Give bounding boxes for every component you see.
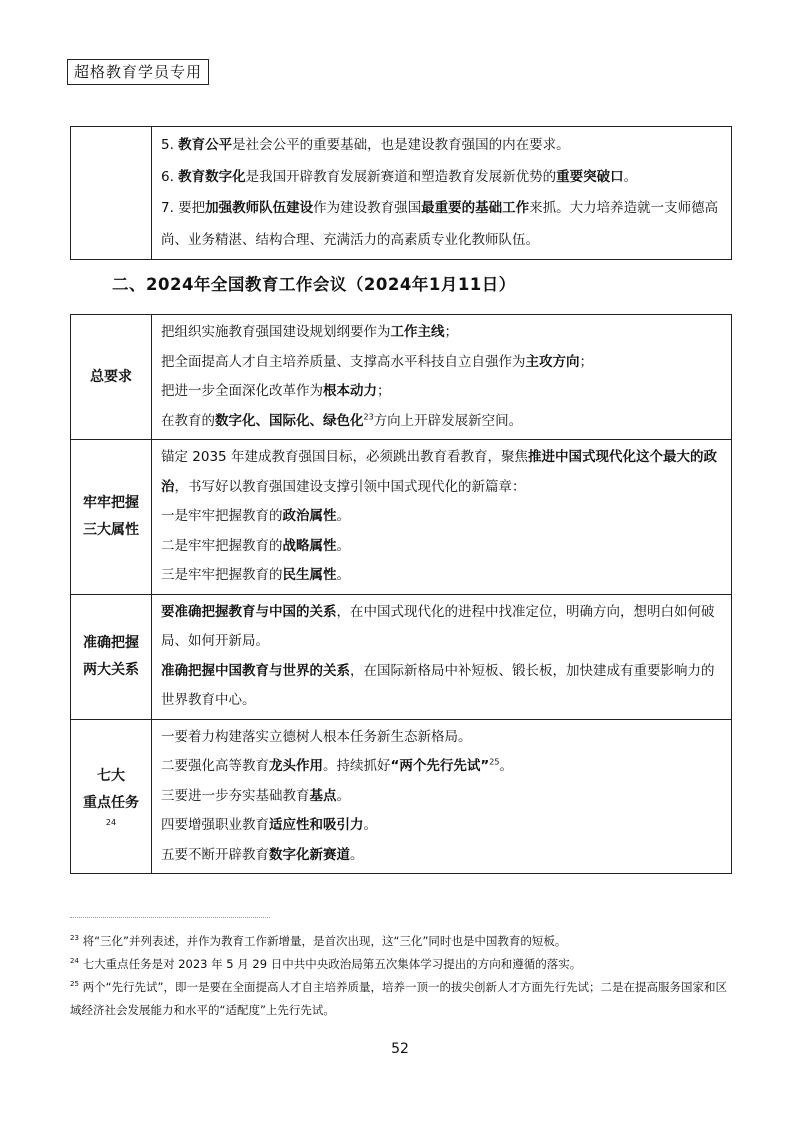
bold-text: 教育公平 [178, 137, 233, 153]
row-content [152, 594, 732, 719]
table-row [71, 127, 732, 260]
row-content [152, 719, 732, 874]
row-label [71, 594, 152, 719]
conference-table [70, 314, 732, 874]
text-run: ，在国际新格局中补短板、锻长板，加快建成有重要影响力的世界教育中心。 [161, 662, 715, 708]
text-run: 锚定 2035 年建成教育强国目标，必须跳出教育看教育，聚焦 [161, 449, 528, 465]
footnote-text: 两个“先行先试”，即一是要在全面提高人才自主培养质量，培养一顶一的拔尖创新人才方面先行先试；二是在提高服务国家和区域经济社会发展能力和水平的“适配度”上先行先试。 [70, 980, 727, 1017]
footnote [70, 953, 735, 976]
text-run: 。持续抓好 [323, 758, 391, 774]
text-run: 是我国开辟教育发展新赛道和塑造教育发展新优势的 [245, 168, 557, 185]
footnote-divider [70, 917, 270, 918]
footnote-number: 25 [70, 980, 79, 989]
text-run: 在教育的 [161, 412, 215, 429]
table-row [71, 440, 732, 595]
bold-text: 龙头作用 [269, 758, 323, 774]
text-run: 方向上开辟发展新空间。 [373, 412, 523, 429]
footnote-marker: 23 [363, 412, 374, 421]
row-label-line: 准确把握 [83, 634, 139, 651]
section-title: 二、2024年全国教育工作会议（2024年1月11日） [112, 275, 516, 294]
page-number: 52 [391, 1041, 409, 1057]
row-label-line: 牢牢把握 [83, 494, 139, 511]
text-run: 把全面提高人才自主培养质量、支撑高水平科技自立自强作为 [161, 353, 526, 370]
bold-text: 加强教师队伍建设 [205, 200, 314, 216]
row-label-line: 七大 [97, 768, 125, 785]
text-run: 五要不断开辟教育 [161, 846, 269, 863]
footnote [70, 976, 735, 1022]
table-row [71, 315, 732, 440]
bold-text: 工作主线 [390, 324, 445, 340]
text-run: ； [444, 324, 458, 340]
table-line [161, 752, 721, 782]
row-label-line: 总要求 [90, 368, 132, 385]
text-run: 7. 要把 [161, 200, 206, 216]
text-run: 四要增强职业教育 [161, 817, 269, 833]
row-content [152, 440, 732, 595]
row-label [71, 440, 152, 595]
table-row [71, 719, 732, 874]
row-label [71, 315, 152, 440]
table-row [71, 594, 732, 719]
bold-text: 民生属性 [282, 567, 337, 583]
footnotes [70, 930, 735, 1022]
row-label-line: 三大属性 [83, 521, 139, 538]
row-label [71, 719, 152, 874]
table-line [161, 130, 721, 162]
footnote-marker: 25 [489, 757, 500, 767]
bold-text: 根本动力 [323, 383, 377, 399]
text-run: 。 [623, 168, 638, 185]
bold-text: 主攻方向 [525, 353, 580, 370]
text-run: ； [579, 353, 593, 370]
bold-text: “两个先行先试” [390, 758, 490, 774]
text-run: 。 [336, 787, 350, 804]
text-run: 三要进一步夯实基础教育 [161, 787, 310, 804]
text-run: 来抓。大力培养造就一支师德高尚、业务精湛、结构合理、充满活力的高素质专业化教师队伍。 [161, 200, 719, 248]
bold-text: 基点 [309, 787, 337, 804]
bold-text: 政治属性 [282, 508, 337, 524]
table-line [161, 841, 721, 871]
text-run: 。 [336, 537, 350, 554]
row-label-line: 两大关系 [83, 661, 139, 678]
table-line [161, 407, 721, 437]
text-run: 。 [336, 508, 350, 524]
table-line [161, 318, 721, 348]
row-label-line: 重点任务 [83, 795, 139, 812]
text-run: 作为建设教育强国 [313, 200, 422, 216]
footnote-text: 将“三化”并列表述，并作为教育工作新增量，是首次出现，这“三化”同时也是中国教育的短板。 [78, 934, 567, 948]
bold-text: 数字化、国际化、绿色化 [215, 412, 364, 429]
bold-text: 适应性和吸引力 [269, 817, 364, 833]
text-run: 。 [350, 846, 364, 863]
watermark-label: 超格教育学员专用 [67, 59, 209, 85]
text-run: 。 [499, 758, 513, 774]
footnote-number: 23 [70, 934, 79, 943]
table-line [161, 377, 721, 407]
bold-text: 数字化新赛道 [269, 846, 350, 863]
footnote-text: 七大重点任务是对 2023 年 5 月 29 日中共中央政治局第五次集体学习提出的方向和遵循的落实。 [78, 957, 582, 971]
text-run: 二是牢牢把握教育的 [161, 537, 283, 554]
table-line [161, 811, 721, 841]
table-line [161, 782, 721, 812]
text-run: 二要强化高等教育 [161, 758, 269, 774]
table-line [161, 657, 721, 716]
table-line [161, 561, 721, 591]
empty-label-cell [71, 127, 152, 260]
bold-text: 最重要的基础工作 [421, 200, 530, 216]
text-run: 。 [363, 817, 377, 833]
text-run: 三是牢牢把握教育的 [161, 567, 283, 583]
text-run: 把进一步全面深化改革作为 [161, 383, 323, 399]
bold-text: 要准确把握教育与中国的关系 [161, 603, 337, 620]
table-line [161, 723, 721, 753]
text-run: ，在中国式现代化的进程中找准定位，明确方向，想明白如何破局、如何开新局。 [161, 603, 715, 649]
bold-text: 推进中国式现代化这个最大的政治 [161, 449, 717, 495]
table-body-cell [152, 127, 732, 260]
footnote [70, 930, 735, 953]
footnote-number: 24 [70, 957, 79, 966]
text-run: 6. [161, 168, 179, 185]
table-line [161, 598, 721, 657]
bold-text: 准确把握中国教育与世界的关系 [161, 662, 350, 679]
table-line [161, 443, 721, 502]
text-run: ； [377, 383, 391, 399]
table-line [161, 348, 721, 378]
label-footnote-marker: 24 [105, 818, 117, 828]
text-run: 一是牢牢把握教育的 [161, 508, 283, 524]
table-line [161, 502, 721, 532]
text-run: 一要着力构建落实立德树人根本任务新生态新格局。 [161, 728, 472, 745]
table-line [161, 162, 721, 194]
table-line [161, 532, 721, 562]
bold-text: 重要突破口 [556, 168, 624, 185]
text-run: 把组织实施教育强国建设规划纲要作为 [161, 324, 391, 340]
continued-table [70, 126, 732, 260]
bold-text: 教育数字化 [178, 168, 246, 185]
text-run: ，书写好以教育强国建设支撑引领中国式现代化的新篇章： [174, 478, 526, 495]
text-run: 是社会公平的重要基础，也是建设教育强国的内在要求。 [232, 137, 570, 153]
text-run: 5. [161, 137, 179, 153]
table-line [161, 193, 721, 256]
row-content [152, 315, 732, 440]
bold-text: 战略属性 [282, 537, 337, 554]
text-run: 。 [336, 567, 350, 583]
